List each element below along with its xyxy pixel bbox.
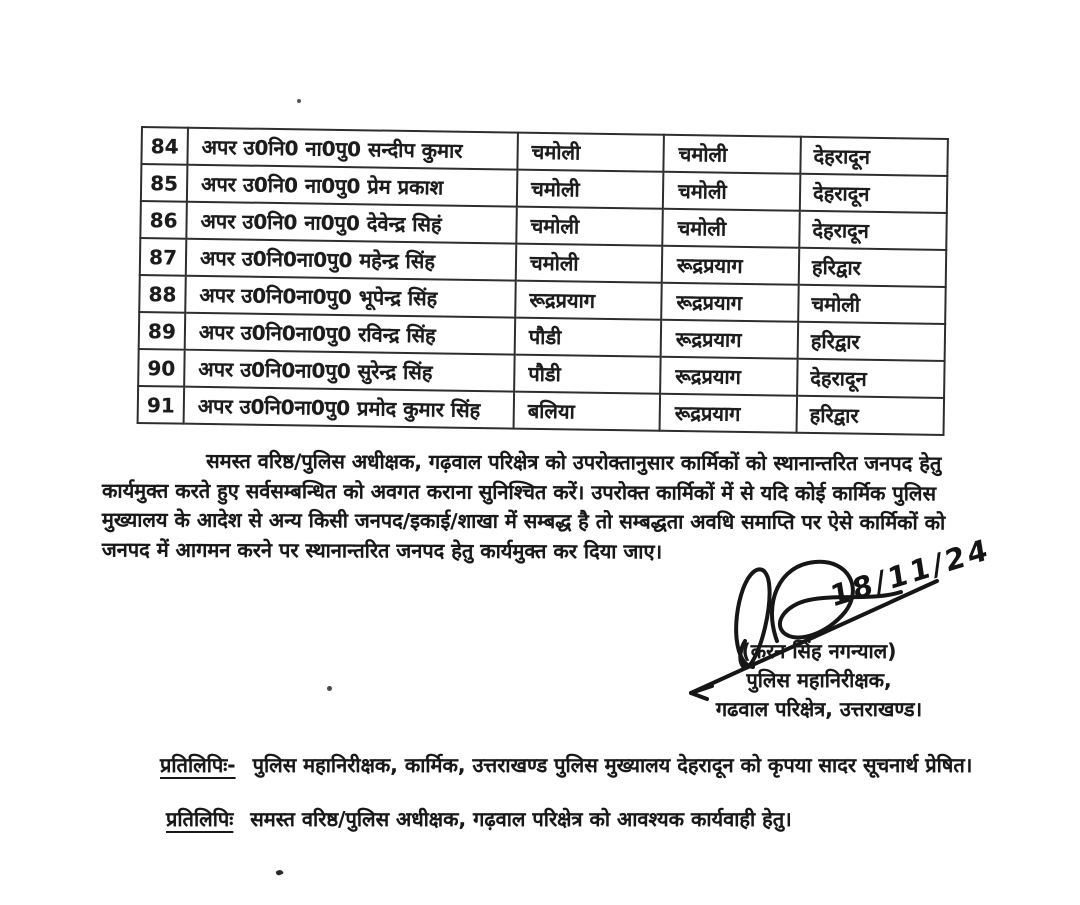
- allotted-district-cell: रूद्रप्रयाग: [660, 394, 798, 433]
- paragraph-line: कार्यमुक्त करते हुए सर्वसम्बन्धित को अवगत कराना सुनिश्चित करें। उपरोक्त कार्मिकों में से यदि कोई कार्मिक पुलिस: [102, 478, 937, 505]
- copy-line-2: [166, 805, 792, 832]
- signatory-name: (करन सिंह नगन्याल): [741, 639, 897, 663]
- transfer-district-cell: चमोली: [798, 285, 946, 324]
- serial-cell: 84: [141, 127, 188, 165]
- transfer-district-cell: देहरादून: [800, 174, 948, 213]
- serial-cell: 85: [141, 164, 188, 202]
- paragraph-line: जनपद में आगमन करने पर स्थानान्तरित जनपद हेतु कार्यमुक्त कर दिया जाए।: [101, 537, 663, 564]
- copy-label: प्रतिलिपिः-: [160, 753, 236, 777]
- scan-speck: [327, 686, 332, 691]
- transfer-district-cell: हरिद्वार: [797, 396, 945, 435]
- copy-text: समस्त वरिष्ठ/पुलिस अधीक्षक, गढ़वाल परिक्षेत्र को आवश्यक कार्यवाही हेतु।: [250, 807, 792, 831]
- transfer-district-cell: हरिद्वार: [799, 248, 947, 287]
- name-cell: अपर उ0नि0ना0पु0 महेन्द्र सिंह: [186, 239, 517, 281]
- transfer-district-cell: देहरादून: [797, 359, 945, 398]
- serial-cell: 87: [140, 238, 187, 276]
- transfer-table: [137, 126, 949, 436]
- from-district-cell: पौडी: [515, 318, 662, 357]
- allotted-district-cell: रूद्रप्रयाग: [660, 357, 798, 396]
- from-district-cell: चमोली: [516, 244, 663, 283]
- allotted-district-cell: रूद्रप्रयाग: [661, 283, 799, 322]
- transfer-table-wrap: [137, 126, 949, 436]
- allotted-district-cell: रूद्रप्रयाग: [661, 320, 799, 359]
- from-district-cell: बलिया: [514, 392, 661, 431]
- copy-text: पुलिस महानिरीक्षक, कार्मिक, उत्तराखण्ड पुलिस मुख्यालय देहरादून को कृपया सादर सूचनार्थ प्रेषित।: [252, 753, 973, 777]
- name-cell: अपर उ0नि0ना0पु0 सुरेन्द्र सिंह: [184, 350, 515, 392]
- transfer-district-cell: देहरादून: [799, 211, 947, 250]
- signature-date: 18/11/24: [828, 531, 993, 614]
- serial-cell: 91: [138, 386, 185, 424]
- transfer-district-cell: देहरादून: [800, 137, 948, 176]
- transfer-district-cell: हरिद्वार: [798, 322, 946, 361]
- serial-cell: 89: [139, 312, 186, 350]
- paragraph-line: मुख्यालय के आदेश से अन्य किसी जनपद/इकाई/शाखा में सम्बद्ध है तो सम्बद्धता अवधि समाप्ति पर ऐसे कार्मिकों को: [101, 507, 946, 535]
- paragraph-line: समस्त वरिष्ठ/पुलिस अधीक्षक, गढ़वाल परिक्षेत्र को उपरोक्तानुसार कार्मिकों को स्थानान्तरित जनपद हेतु: [206, 448, 942, 476]
- name-cell: अपर उ0नि0 ना0पु0 सन्दीप कुमार: [187, 128, 518, 170]
- from-district-cell: चमोली: [517, 133, 664, 172]
- from-district-cell: रूद्रप्रयाग: [515, 281, 662, 320]
- serial-cell: 88: [139, 275, 186, 313]
- copy-line-1: [160, 751, 972, 778]
- serial-cell: 90: [138, 349, 185, 387]
- allotted-district-cell: रूद्रप्रयाग: [662, 246, 800, 285]
- copy-label: प्रतिलिपिः: [166, 807, 234, 831]
- scan-speck: [297, 99, 301, 103]
- allotted-district-cell: चमोली: [663, 135, 801, 174]
- signatory-designation: पुलिस महानिरीक्षक,: [746, 668, 892, 692]
- serial-cell: 86: [140, 201, 187, 239]
- from-district-cell: पौडी: [514, 355, 661, 394]
- allotted-district-cell: चमोली: [662, 209, 800, 248]
- name-cell: अपर उ0नि0 ना0पु0 देवेन्द्र सिहं: [186, 202, 517, 244]
- allotted-district-cell: चमोली: [663, 172, 801, 211]
- from-district-cell: चमोली: [516, 207, 663, 246]
- name-cell: अपर उ0नि0ना0पु0 भूपेन्द्र सिंह: [185, 276, 516, 318]
- signatory-block: [686, 637, 952, 724]
- from-district-cell: चमोली: [517, 170, 664, 209]
- name-cell: अपर उ0नि0 ना0पु0 प्रेम प्रकाश: [187, 165, 518, 207]
- signatory-region: गढवाल परिक्षेत्र, उत्तराखण्ड।: [715, 697, 923, 721]
- name-cell: अपर उ0नि0ना0पु0 प्रमोद कुमार सिंह: [184, 387, 515, 429]
- scan-speck: [275, 869, 283, 876]
- name-cell: अपर उ0नि0ना0पु0 रविन्द्र सिंह: [185, 313, 516, 355]
